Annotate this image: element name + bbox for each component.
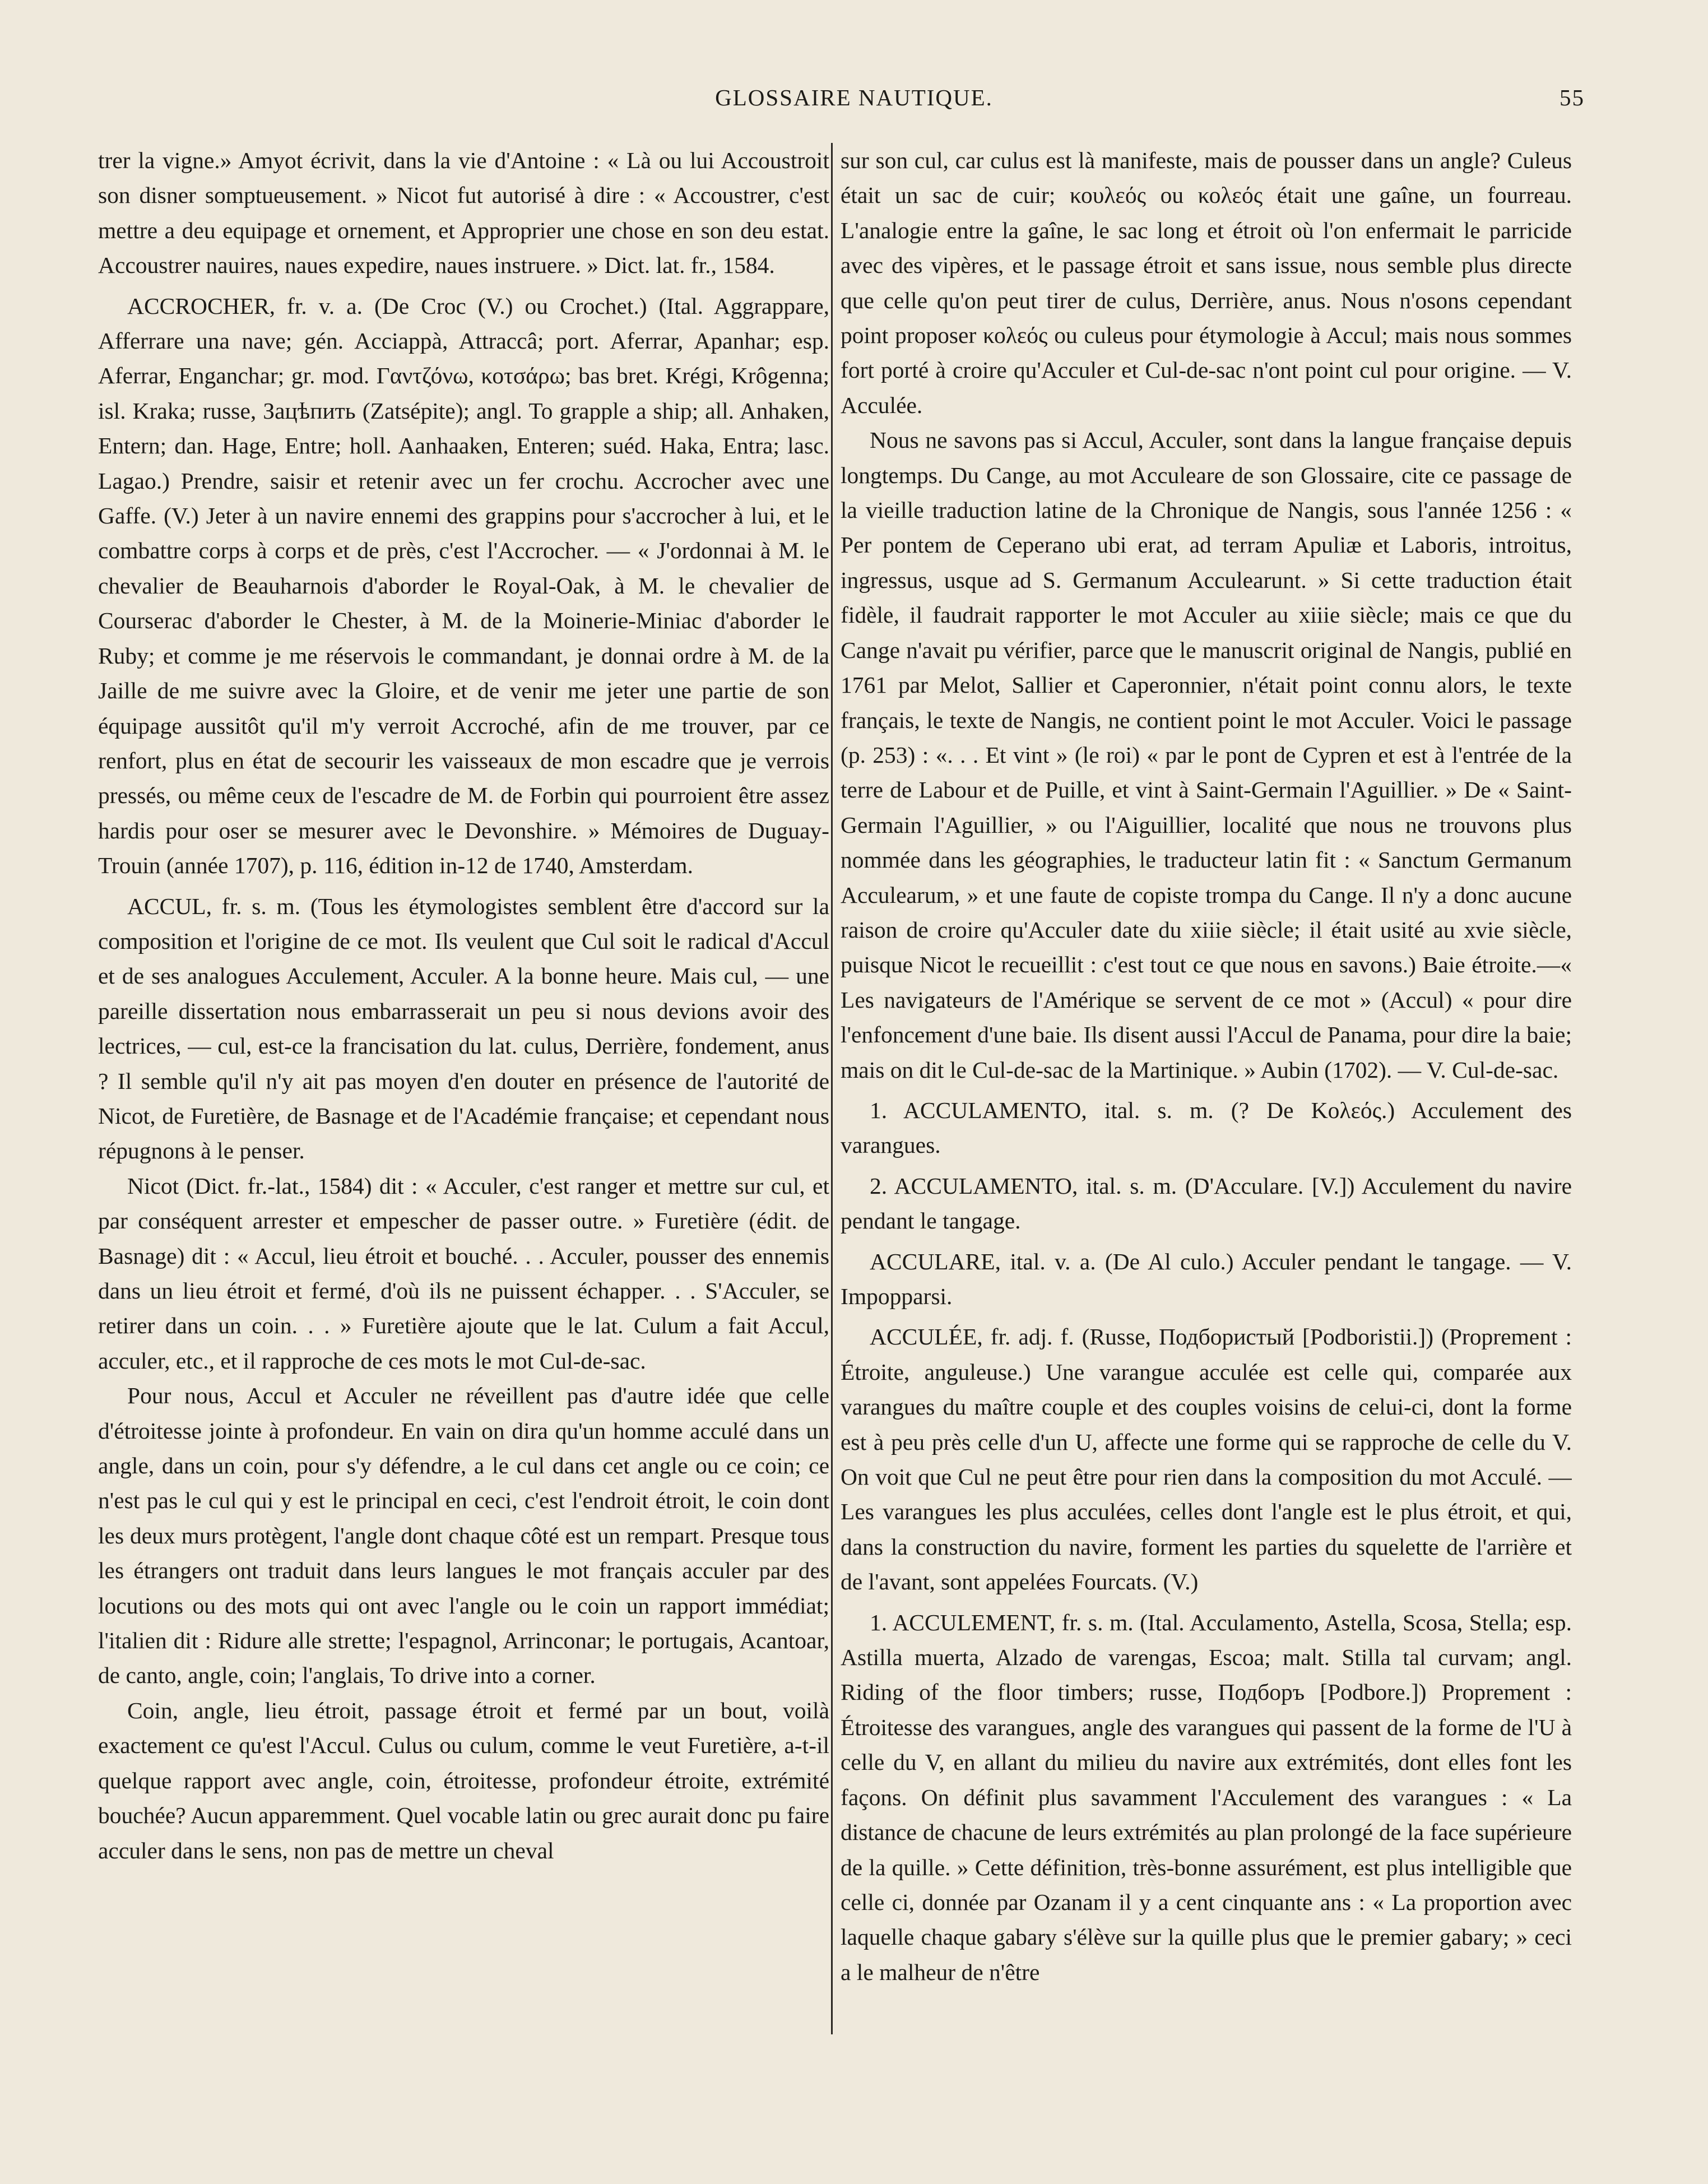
paragraph: sur son cul, car culus est là manifeste, mais de pousser dans un angle? Culeus était un sac de cuir; κουλεός ou κολεός était une gaîne, un fourreau. L'analogie entre la gaîne, le sac long et étroit où l'on enfermait le parricide avec des vipères, et le passage étroit et sans issue, nous semble plus directe que celle qu'on peut tirer de culus, Derrière, anus. Nous n'osons cependant point proposer κολεός ou culeus pour étymologie à Accul; mais nous sommes fort porté à croire qu'Acculer et Cul-de-sac n'ont point cul pour origine. — V. Acculée. <box>841 147 1572 418</box>
paragraph: trer la vigne.» Amyot écrivit, dans la vie d'Antoine : « Là ou lui Accoustroit son disner somptueusement. » Nicot fut autorisé à dire : « Accoustrer, c'est mettre a deu equipage et ornement, et Approprier une chose en son deu estat. Accoustrer nauires, naues expedire, naues instruere. » Dict. lat. fr., 1584. <box>98 147 829 279</box>
running-header <box>0 84 1708 123</box>
left-column <box>98 143 829 2060</box>
entry-acculement-1: 1. ACCULEMENT, fr. s. m. (Ital. Acculamento, Astella, Scosa, Stella; esp. Astilla muerta, Alzado de varengas, Escoa; malt. Stilla tal curvam; angl. Riding of the floor timbers; russe, Подборъ [Podbore.]) Proprement : Étroitesse des varangues, angle des varangues qui passent de la forme de l'U à celle du V, en allant du milieu du navire aux extrémités, dont elles font les façons. On définit plus savamment l'Acculement des varangues : « La distance de chacune de leurs extrémités au plan prolongé de la face supérieure de la quille. » Cette définition, très-bonne assurément, est plus intelligible que celle ci, donnée par Ozanam il y a cent cinquante ans : « La proportion avec laquelle chaque gabary s'élève sur la quille plus que le premier gabary; » ceci a le malheur de n'être <box>841 1609 1572 1985</box>
column-divider <box>831 143 833 2034</box>
entry-accrocher: ACCROCHER, fr. v. a. (De Croc (V.) ou Crochet.) (Ital. Aggrappare, Afferrare una nave; gén. Acciappà, Attraccâ; port. Aferrar, Apanhar; esp. Aferrar, Enganchar; gr. mod. Γαντζόνω, κοτσάρω; bas bret. Krégi, Krôgenna; isl. Kraka; russe, Зацѣпить (Zatsépite); angl. To grapple a ship; all. Anhaken, Entern; dan. Hage, Entre; holl. Aanhaaken, Enteren; suéd. Haka, Entra; lasc. Lagao.) Prendre, saisir et retenir avec un fer crochu. Accrocher avec une Gaffe. (V.) Jeter à un navire ennemi des grappins pour s'accrocher à lui, et le combattre corps à corps et de près, c'est l'Accrocher. — « J'ordonnai à M. le chevalier de Beauharnois d'aborder le Royal-Oak, à M. le chevalier de Courserac d'aborder le Chester, à M. de la Moinerie-Miniac d'aborder le Ruby; et comme je me réservois le commandant, je donnai ordre à M. de la Jaille de me suivre avec la Gloire, et de venir me jeter une partie de son équipage aussitôt qu'il m'y verroit Accroché, afin de me trouver, par ce renfort, plus en état de secourir les vaisseaux de mon escadre que je verrois pressés, ou même ceux de l'escadre de M. de Forbin qui pourroient être assez hardis pour oser se mesurer avec le Devonshire. » Mémoires de Duguay-Trouin (année 1707), p. 116, édition in-12 de 1740, Amsterdam. <box>98 293 829 879</box>
page-title: GLOSSAIRE NAUTIQUE. <box>715 85 993 110</box>
entry-acculamento-2: 2. ACCULAMENTO, ital. s. m. (D'Acculare. [V.]) Acculement du navire pendant le tangage. <box>841 1172 1572 1234</box>
paragraph: Coin, angle, lieu étroit, passage étroit et fermé par un bout, voilà exactement ce qu'est l'Accul. Culus ou culum, comme le veut Furetière, a-t-il quelque rapport avec angle, coin, étroitesse, profondeur étroite, extrémité bouchée? Aucun apparemment. Quel vocable latin ou grec aurait donc pu faire acculer dans le sens, non pas de mettre un cheval <box>98 1697 829 1863</box>
paragraph: Pour nous, Accul et Acculer ne réveillent pas d'autre idée que celle d'étroitesse jointe à profondeur. En vain on dira qu'un homme acculé dans un angle, dans un coin, pour s'y défendre, a le cul dans cet angle ou ce coin; ce n'est pas le cul qui y est le principal en ceci, c'est l'endroit étroit, le coin dont les deux murs protègent, l'angle dont chaque côté est un rempart. Presque tous les étrangers ont traduit dans leurs langues le mot français acculer par des locutions ou des mots qui ont avec l'angle ou le coin un rapport immédiat; l'italien dit : Ridure alle strette; l'espagnol, Arrinconar; le portugais, Acantoar, de canto, angle, coin; l'anglais, To drive into a corner. <box>98 1383 829 1689</box>
paragraph: Nicot (Dict. fr.-lat., 1584) dit : « Acculer, c'est ranger et mettre sur cul, et par conséquent arrester et empescher de passer outre. » Furetière (édit. de Basnage) dit : « Accul, lieu étroit et bouché. . . Acculer, pousser des ennemis dans un lieu étroit et fermé, d'où ils ne puissent échapper. . . S'Acculer, se retirer dans un coin. . . » Furetière ajoute que le lat. Culum a fait Accul, acculer, etc., et il rapproche de ces mots le mot Cul-de-sac. <box>98 1172 829 1374</box>
entry-acculamento-1: 1. ACCULAMENTO, ital. s. m. (? De Κολεός.) Acculement des varangues. <box>841 1097 1572 1158</box>
entry-accul: ACCUL, fr. s. m. (Tous les étymologistes semblent être d'accord sur la composition et l'origine de ce mot. Ils veulent que Cul soit le radical d'Accul et de ses analogues Acculement, Acculer. A la bonne heure. Mais cul, — une pareille dissertation nous embarrasserait un peu si nous devions avoir des lectrices, — cul, est-ce la francisation du lat. culus, Derrière, fondement, anus ? Il semble qu'il n'y ait pas moyen d'en douter en présence de l'autorité de Nicot, de Furetière, de Basnage et de l'Académie française; et cependant nous répugnons à le penser. <box>98 893 829 1164</box>
page-number: 55 <box>1560 85 1585 110</box>
paragraph: Nous ne savons pas si Accul, Acculer, sont dans la langue française depuis longtemps. Du Cange, au mot Acculeare de son Glossaire, cite ce passage de la vieille traduction latine de la Chronique de Nangis, sous l'année 1256 : « Per pontem de Ceperano ubi erat, ad terram Apuliæ et Laboris, introitus, ingressus, usque ad S. Germanum Acculearunt. » Si cette traduction était fidèle, il faudrait rapporter le mot Acculer au xiiie siècle; mais ce que du Cange n'avait pu vérifier, parce que le manuscrit original de Nangis, publié en 1761 par Melot, Sallier et Caperonnier, n'était point connu alors, le texte français, le texte de Nangis, ne contient point le mot Acculer. Voici le passage (p. 253) : «. . . Et vint » (le roi) « par le pont de Cypren et est à l'entrée de la terre de Labour et de Puille, et vint à Saint-Germain l'Aguillier. » De « Saint-Germain l'Aguillier, » ou l'Aiguillier, localité que nous ne trouvons plus nommée dans les géographies, le traducteur latin fit : « Sanctum Germanum Acculearum, » et une faute de copiste trompa du Cange. Il n'y a donc aucune raison de croire qu'Acculer date du xiiie siècle; il était usité au xvie siècle, puisque Nicot le recueillit : c'est tout ce que nous en savons.) Baie étroite.—« Les navigateurs de l'Amérique se servent de ce mot » (Accul) « pour dire l'enfoncement d'une baie. Ils disent aussi l'Accul de Panama, pour dire la baie; mais on dit le Cul-de-sac de la Martinique. » Aubin (1702). — V. Cul-de-sac. <box>841 427 1572 1083</box>
entry-acculee: ACCULÉE, fr. adj. f. (Russe, Подбористый [Podboristii.]) (Proprement : Étroite, anguleuse.) Une varangue acculée est celle qui, comparée aux varangues du maître couple et des couples voisins de celui-ci, dont la forme est à peu près celle d'un U, affecte une forme qui se rapproche de celle du V. On voit que Cul ne peut être pour rien dans la composition du mot Acculé. — Les varangues les plus acculées, celles dont l'angle est le plus étroit, et qui, dans la construction du navire, forment les parties du squelette de l'arrière et de l'avant, sont appelées Fourcats. (V.) <box>841 1324 1572 1595</box>
entry-acculare: ACCULARE, ital. v. a. (De Al culo.) Acculer pendant le tangage. — V. Impopparsi. <box>841 1248 1572 1309</box>
right-column <box>841 143 1572 2060</box>
